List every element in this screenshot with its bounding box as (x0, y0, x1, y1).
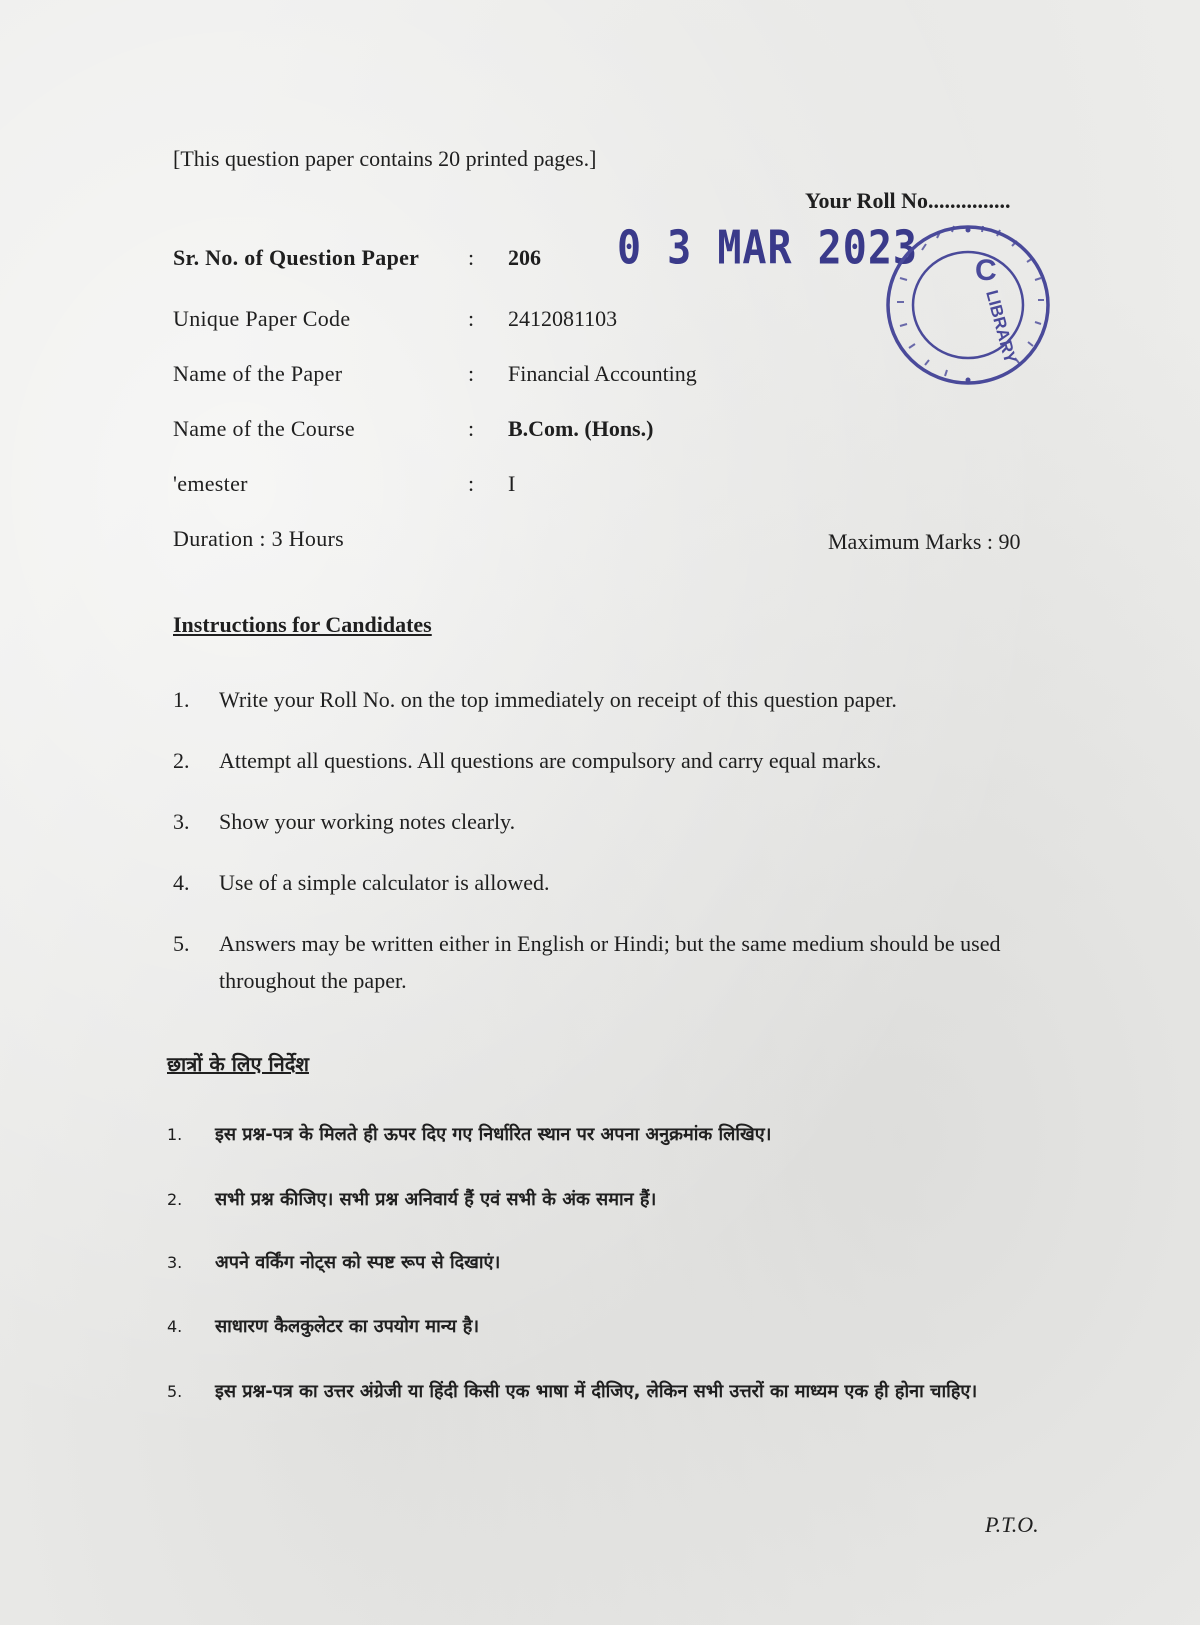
hindi-instruction-number: 5. (167, 1382, 183, 1401)
detail-colon: : (468, 361, 475, 386)
hindi-instruction-text: इस प्रश्न-पत्र के मिलते ही ऊपर दिए गए निर्धारित स्थान पर अपना अनुक्रमांक लिखिए। (215, 1124, 772, 1145)
hindi-instruction-text: अपने वर्किंग नोट्स को स्पष्ट रूप से दिखाएं। (215, 1252, 501, 1273)
detail-value-semester: I (508, 471, 516, 496)
instruction-text: Answers may be written either in English or Hindi; but the same medium should be used throughout the paper. (219, 931, 1001, 993)
seal-center-text: LIBRARY (982, 288, 1020, 366)
detail-label-serial: Sr. No. of Question Paper (173, 245, 420, 270)
detail-value-paper-code: 2412081103 (508, 306, 618, 331)
detail-label-semester: 'emester (173, 471, 248, 496)
detail-value-paper-name: Financial Accounting (508, 361, 697, 386)
instruction-number: 1. (173, 687, 190, 712)
hindi-instruction-text: साधारण कैलकुलेटर का उपयोग मान्य है। (215, 1316, 480, 1337)
page-count-note: [This question paper contains 20 printed pages.] (173, 146, 597, 171)
hindi-instruction-number: 3. (167, 1253, 183, 1272)
instruction-number: 3. (173, 809, 190, 834)
detail-label-paper-code: Unique Paper Code (173, 306, 351, 331)
instruction-number: 5. (173, 931, 190, 956)
detail-label-paper-name: Name of the Paper (173, 361, 343, 386)
hindi-instruction-number: 4. (167, 1317, 183, 1336)
instruction-number: 4. (173, 870, 190, 895)
detail-value-course: B.Com. (Hons.) (508, 416, 654, 441)
duration-text: Duration : 3 Hours (173, 526, 344, 551)
instruction-number: 2. (173, 748, 190, 773)
instruction-text: Use of a simple calculator is allowed. (219, 870, 550, 895)
detail-colon: : (468, 245, 475, 270)
please-turn-over: P.T.O. (985, 1512, 1039, 1537)
library-seal-icon (882, 220, 1054, 390)
date-stamp: 0 3 MAR 2023 (617, 222, 918, 275)
hindi-instruction-number: 1. (167, 1125, 183, 1144)
hindi-instruction-text: इस प्रश्न-पत्र का उत्तर अंग्रेजी या हिंदी किसी एक भाषा में दीजिए, लेकिन सभी उत्तरों का माध्यम एक ही होना चाहिए। (215, 1381, 978, 1402)
detail-label-course: Name of the Course (173, 416, 355, 441)
maximum-marks-text: Maximum Marks : 90 (828, 529, 1021, 554)
roll-no-field: Your Roll No............... (805, 188, 1011, 213)
instruction-text: Show your working notes clearly. (219, 809, 516, 834)
instructions-title: Instructions for Candidates (173, 612, 432, 637)
detail-colon: : (468, 471, 475, 496)
detail-value-serial: 206 (508, 245, 541, 270)
detail-colon: : (468, 306, 475, 331)
hindi-instruction-number: 2. (167, 1190, 183, 1209)
instruction-text: Attempt all questions. All questions are compulsory and carry equal marks. (219, 748, 882, 773)
instruction-text: Write your Roll No. on the top immediately on receipt of this question paper. (219, 687, 897, 712)
hindi-instructions-title: छात्रों के लिए निर्देश (167, 1052, 309, 1076)
seal-letter: C (975, 254, 997, 287)
hindi-instruction-text: सभी प्रश्न कीजिए। सभी प्रश्न अनिवार्य हैं एवं सभी के अंक समान हैं। (215, 1189, 657, 1210)
detail-colon: : (468, 416, 475, 441)
